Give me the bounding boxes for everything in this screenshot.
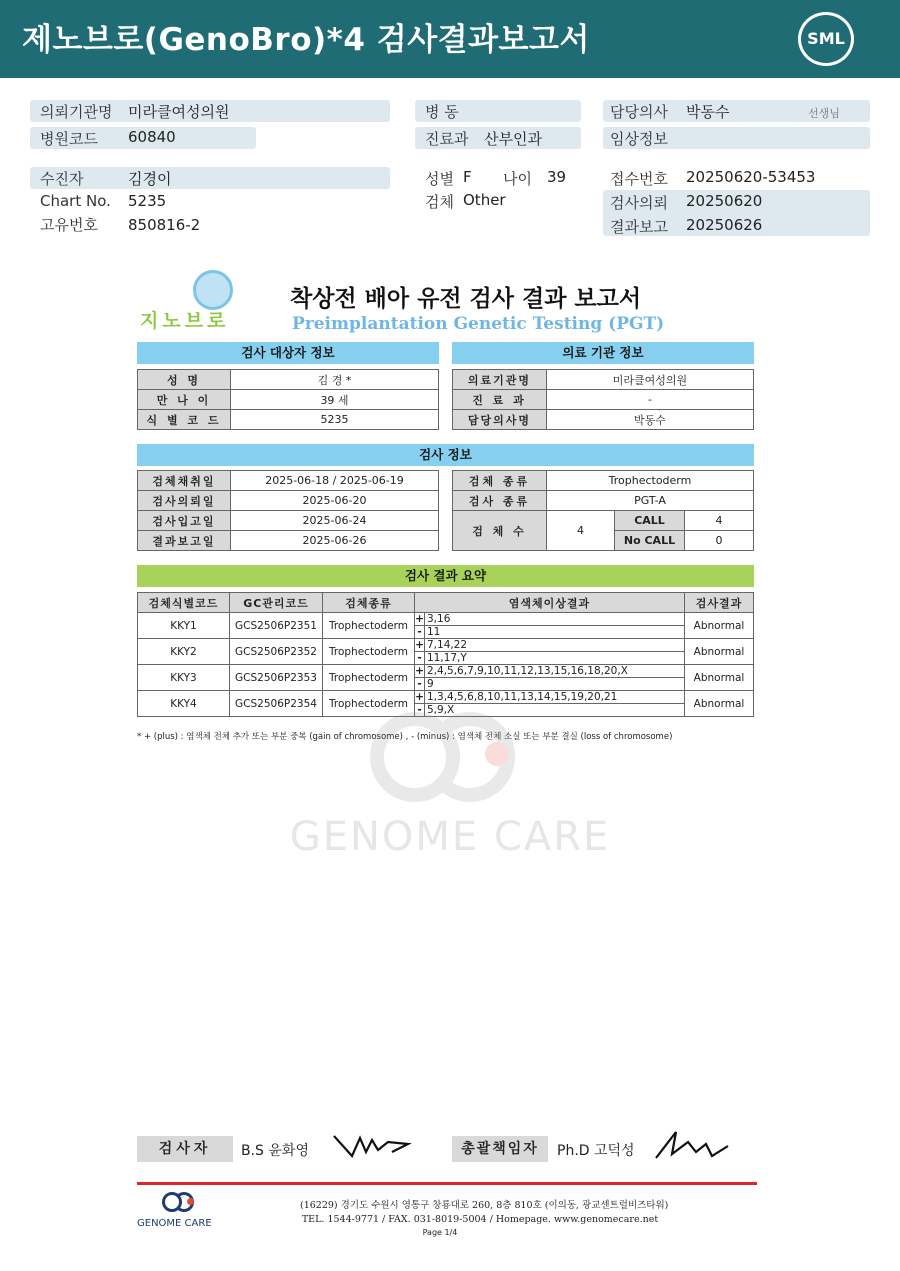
chart-no: 5235 xyxy=(128,192,167,210)
summary-table: 검체식별코드 GC관리코드 검체종류 염색체이상결과 검사결과 KKY1 GCS2506P2351 Trophectoderm + 3,16 Abnormal - 11 KKY2 GCS2506P2352 Trophectoderm + 7,14,22 Abnormal - 11,17,Y KKY3 GCS2506P2353 Trophectoderm + 2,4,5,6,7,9,10,11,12,13,15,16,18,20,X Abnormal - 9 KKY4 GCS2506P2354 Trophectoderm + 1,3,4,5,6,8,10,11,13,14,15,19,20,21 Abnormal - 5,9,X xyxy=(137,592,754,717)
table-row: KKY2 GCS2506P2352 Trophectoderm + 7,14,22 Abnormal xyxy=(138,639,754,652)
test-spec-table: 검체 종류 Trophectoderm 검사 종류 PGT-A 검 체 수 4 CALL 4 No CALL 0 xyxy=(452,470,754,551)
receipt-no: 20250620-53453 xyxy=(686,168,816,186)
institution-doctor: 박동수 xyxy=(547,410,754,430)
receive-date: 2025-06-24 xyxy=(231,511,439,531)
age-label: 나이 xyxy=(503,170,532,188)
footnote: * + (plus) : 염색체 전체 추가 또는 부분 중복 (gain of chromosome) , - (minus) : 염색체 전체 소실 또는 부분 결실 (loss of chromosome) xyxy=(137,732,673,742)
doctor-suffix: 선생님 xyxy=(808,107,840,120)
request-date: 2025-06-20 xyxy=(231,491,439,511)
footer-address: (16229) 경기도 수원시 영통구 창룡대로 260, 8층 810호 (이의동, 광교센트럴비즈타워) TEL. 1544-9771 / FAX. 031-8019-5004 / Homepage. www.genomecare.net xyxy=(300,1200,669,1225)
genome-care-watermark: GENOME CARE xyxy=(275,712,625,862)
chief-signature-icon xyxy=(652,1128,732,1164)
report-date: 20250626 xyxy=(686,216,763,234)
examinee-label: 수진자 xyxy=(40,170,84,188)
sml-logo: SML xyxy=(798,12,854,66)
receipt-label: 접수번호 xyxy=(610,170,668,188)
subject-id: 5235 xyxy=(231,410,439,430)
department: 산부인과 xyxy=(484,130,542,148)
subject-table: 성 명 김 경 * 만 나 이 39 세 식 별 코 드 5235 xyxy=(137,369,439,430)
table-row: KKY1 GCS2506P2351 Trophectoderm + 3,16 Abnormal xyxy=(138,613,754,626)
nocall-count: 0 xyxy=(685,531,754,551)
call-count: 4 xyxy=(685,511,754,531)
institution-section-head: 의료 기관 정보 xyxy=(452,342,754,364)
table-row: KKY3 GCS2506P2353 Trophectoderm + 2,4,5,6,7,9,10,11,12,13,15,16,18,20,X Abnormal xyxy=(138,665,754,678)
unique-no: 850816-2 xyxy=(128,216,201,234)
requesting-institution-label: 의뢰기관명 xyxy=(40,103,113,121)
collect-date: 2025-06-18 / 2025-06-19 xyxy=(231,471,439,491)
department-label: 진료과 xyxy=(425,130,469,148)
institution-table: 의료기관명 미라클여성의원 진 료 과 - 담당의사명 박동수 xyxy=(452,369,754,430)
row-bg xyxy=(30,167,390,189)
summary-section-head: 검사 결과 요약 xyxy=(137,565,754,587)
subject-age: 39 세 xyxy=(231,390,439,410)
page-number: Page 1/4 xyxy=(422,1228,458,1237)
doctor: 박동수 xyxy=(686,103,730,121)
tester-signature-icon xyxy=(332,1130,412,1162)
sex: F xyxy=(463,168,472,186)
chart-label: Chart No. xyxy=(40,192,111,210)
table-row: KKY4 GCS2506P2354 Trophectoderm + 1,3,4,5,6,8,10,11,13,14,15,19,20,21 Abnormal xyxy=(138,691,754,704)
document-title: 제노브로(GenoBro)*4 검사결과보고서 xyxy=(22,22,590,58)
institution-name: 미라클여성의원 xyxy=(547,370,754,390)
hospital-code: 60840 xyxy=(128,128,176,146)
report-subtitle: Preimplantation Genetic Testing (PGT) xyxy=(292,314,665,334)
test-section-head: 검사 정보 xyxy=(137,444,754,466)
footer-divider xyxy=(137,1182,757,1185)
chief-name: Ph.D 고덕성 xyxy=(557,1143,635,1159)
requesting-institution: 미라클여성의원 xyxy=(128,103,230,121)
spec-type: Trophectoderm xyxy=(547,471,754,491)
spec-count: 4 xyxy=(547,511,615,551)
specimen-label: 검체 xyxy=(425,193,454,211)
report-label: 결과보고 xyxy=(610,218,668,236)
request-date: 20250620 xyxy=(686,192,763,210)
age: 39 xyxy=(547,168,567,186)
tester-name: B.S 윤화영 xyxy=(241,1143,309,1159)
subject-name: 김 경 * xyxy=(231,370,439,390)
subject-section-head: 검사 대상자 정보 xyxy=(137,342,439,364)
genome-care-logo: GENOME CARE xyxy=(137,1192,227,1232)
ward-label: 병 동 xyxy=(425,103,459,121)
tester-label: 검사자 xyxy=(137,1136,233,1162)
report-title: 착상전 배아 유전 검사 결과 보고서 xyxy=(290,286,642,312)
examinee: 김경이 xyxy=(128,170,172,188)
report-date: 2025-06-26 xyxy=(231,531,439,551)
specimen: Other xyxy=(463,191,506,209)
test-dates-table: 검체채취일 2025-06-18 / 2025-06-19 검사의뢰일 2025-06-20 검사입고일 2025-06-24 결과보고일 2025-06-26 xyxy=(137,470,439,551)
chief-label: 총괄책임자 xyxy=(452,1136,548,1162)
test-type: PGT-A xyxy=(547,491,754,511)
institution-dept: - xyxy=(547,390,754,410)
doctor-label: 담당의사 xyxy=(610,103,668,121)
genobro-logo: 지노브로 xyxy=(138,270,248,330)
dna-icon xyxy=(193,270,233,310)
clinical-label: 임상정보 xyxy=(610,130,668,148)
sex-label: 성별 xyxy=(425,170,454,188)
hospital-code-label: 병원코드 xyxy=(40,130,98,148)
request-label: 검사의뢰 xyxy=(610,194,668,212)
header-bar xyxy=(0,0,900,78)
unique-label: 고유번호 xyxy=(40,216,98,234)
